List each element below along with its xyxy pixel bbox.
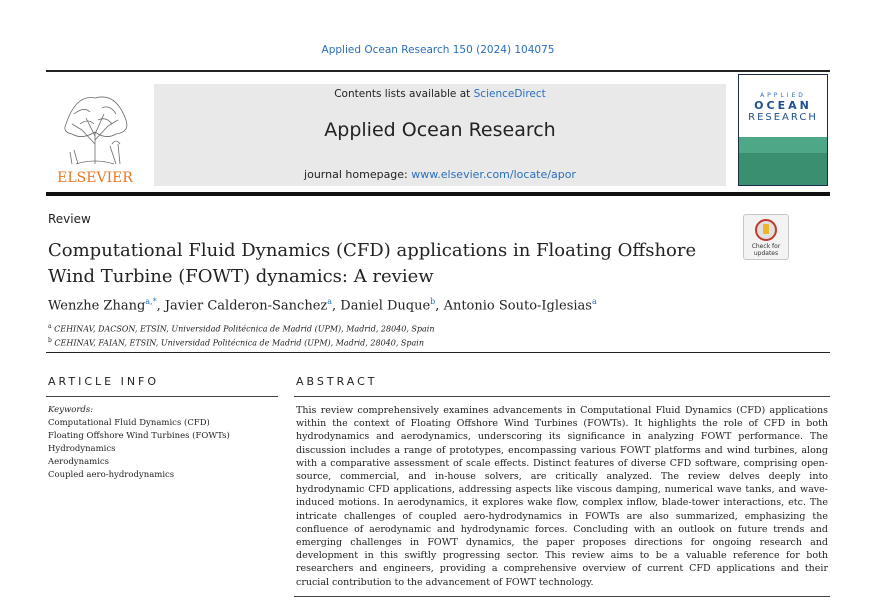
abstract-text: This review comprehensively examines advancements in Computational Fluid Dynamics (CFD) applications within the context of Floating Offshore Wind Turbines (FOWTs). It highlights the role of CFD in both hydrodynamics and aerodynamics, underscoring its significance in analyzing FOWT performance. The discussion includes a range of prototypes, encompassing various FOWT platforms and wind turbines, along with a comparative assessment of scale effects. Distinct features of diverse CFD software, comprising open-source, commercial, and in-house solvers, are critically analyzed. The review delves deeply into hydrodynamic CFD applications, addressing aspects like viscous damping, numerical wave tanks, and wave-induced motions. In aerodynamics, it explores wake flow, complex inflow, blade-tower interactions, etc. The intricate challenges of coupled aero-hydrodynamics in FOWTs are also summarized, emphasizing the confluence of aerodynamic and hydrodynamic forces. Concluding with an outlook on future trends and emerging challenges in FOWT dynamics, the paper proposes directions for ongoing research and development in this swiftly progressing sector. This review aims to be a valuable reference for both researchers and engineers, providing a comprehensive overview of current CFD applications and their crucial contribution to the advancement of FOWT technology. <box>296 405 828 588</box>
check-updates-line2: updates <box>753 250 779 257</box>
journal-cover[interactable] <box>738 74 828 186</box>
contents-line <box>154 88 726 100</box>
homepage-prefix: journal homepage: <box>304 168 412 181</box>
cover-header-strip <box>739 75 827 84</box>
journal-homepage <box>154 168 726 181</box>
article-info-rule <box>46 396 278 397</box>
elsevier-logo[interactable] <box>46 84 144 186</box>
sciencedirect-link[interactable]: ScienceDirect <box>473 88 546 100</box>
header-rule-bottom <box>46 192 830 196</box>
section-divider <box>46 352 830 353</box>
abstract-bottom-rule <box>294 596 830 597</box>
keyword-item: Coupled aero-hydrodynamics <box>48 470 175 480</box>
paper-title: Computational Fluid Dynamics (CFD) applications in Floating Offshore Wind Turbine (FOWT) dynamics: A review <box>48 240 697 287</box>
publisher-name: ELSEVIER <box>57 170 133 186</box>
header-rule-top <box>46 70 830 72</box>
check-for-updates-button[interactable] <box>743 214 789 260</box>
author-separator: , <box>332 298 341 314</box>
author-superscript[interactable]: a,* <box>145 297 157 306</box>
author-separator: , <box>435 298 444 314</box>
check-updates-icon <box>755 219 777 241</box>
affiliation-mark: a <box>48 323 52 330</box>
affiliation-a <box>48 323 435 334</box>
keywords-block <box>48 404 230 482</box>
article-type: Review <box>48 212 91 226</box>
author-superscript[interactable]: b <box>430 297 436 306</box>
cover-line2: OCEAN <box>754 99 812 112</box>
keywords-label: Keywords: <box>48 405 94 415</box>
keyword-item: Aerodynamics <box>48 457 110 467</box>
keyword-item: Hydrodynamics <box>48 444 116 454</box>
affiliation-text: CEHINAV, FAIAN, ETSIN, Universidad Politécnica de Madrid (UPM), Madrid, 28040, Spain <box>51 338 424 348</box>
keyword-item: Floating Offshore Wind Turbines (FOWTs) <box>48 431 230 441</box>
author-name[interactable]: Daniel Duque <box>340 298 431 314</box>
contents-prefix: Contents lists available at <box>334 88 474 100</box>
cover-band-dark <box>739 153 827 185</box>
author-superscript[interactable]: a <box>591 297 597 306</box>
abstract-rule <box>294 396 830 397</box>
check-updates-line1: Check for <box>751 243 781 250</box>
homepage-link[interactable]: www.elsevier.com/locate/apor <box>411 168 576 181</box>
author-name[interactable]: Javier Calderon-Sanchez <box>164 298 328 314</box>
author-superscript[interactable]: a <box>327 297 333 306</box>
abstract-heading: ABSTRACT <box>296 375 378 388</box>
keyword-item: Computational Fluid Dynamics (CFD) <box>48 418 210 428</box>
elsevier-tree-icon <box>46 84 144 186</box>
author-name[interactable]: Wenzhe Zhang <box>48 298 146 314</box>
article-info-heading: ARTICLE INFO <box>48 375 160 388</box>
cover-line3: RESEARCH <box>748 112 818 123</box>
author-separator: , <box>156 298 165 314</box>
affiliation-mark: b <box>48 337 52 344</box>
affiliation-b <box>48 337 424 348</box>
journal-reference[interactable]: Applied Ocean Research 150 (2024) 104075 <box>321 44 555 56</box>
cover-line1: APPLIED <box>760 92 806 99</box>
journal-name: Applied Ocean Research <box>324 119 556 141</box>
affiliation-text: CEHINAV, DACSON, ETSIN, Universidad Politécnica de Madrid (UPM), Madrid, 28040, Spain <box>51 324 435 334</box>
author-list <box>48 297 597 313</box>
author-name[interactable]: Antonio Souto-Iglesias <box>443 298 592 314</box>
